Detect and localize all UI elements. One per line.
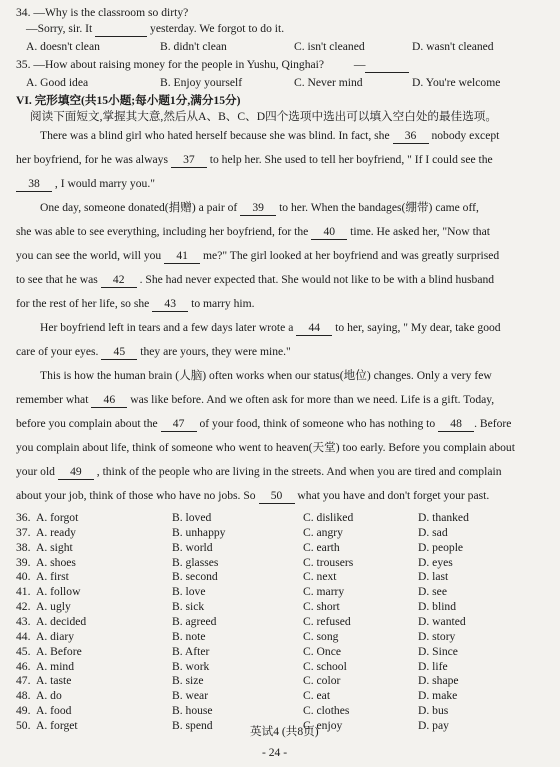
option-d: D. people <box>418 540 464 554</box>
option-c: C. next <box>303 570 337 584</box>
option-number: 45. <box>16 644 31 658</box>
q35-blank <box>365 58 409 73</box>
option-c: C. school <box>303 659 347 673</box>
passage-text: to marry him. <box>191 297 255 310</box>
option-a: A. sight <box>36 540 73 554</box>
q35-option-a: A. Good idea <box>26 76 89 89</box>
passage-text: what you have and don't forget your past. <box>297 489 490 502</box>
option-d: D. bus <box>418 704 449 718</box>
option-a: A. diary <box>36 629 74 643</box>
option-d: D. make <box>418 689 458 703</box>
passage-text: your old <box>16 465 55 478</box>
option-number: 49. <box>16 704 31 718</box>
q35-option-c: C. Never mind <box>294 76 363 89</box>
option-number: 43. <box>16 614 31 628</box>
passage-line <box>16 345 291 360</box>
option-b: B. After <box>172 644 210 658</box>
option-number: 39. <box>16 555 31 569</box>
option-c: C. short <box>303 600 340 614</box>
passage-text: they are yours, they were mine." <box>140 345 291 358</box>
option-d: D. eyes <box>418 555 453 569</box>
passage-line <box>16 225 490 240</box>
option-a: A. Before <box>36 644 82 658</box>
q34-reply <box>26 22 284 37</box>
blank-37: 37 <box>171 153 207 168</box>
footer-label: 英试4 (共8页) <box>250 725 319 738</box>
option-number: 36. <box>16 511 31 524</box>
option-c: C. marry <box>303 585 345 599</box>
passage-line <box>40 201 479 216</box>
option-d: D. shape <box>418 674 459 688</box>
passage-text: Her boyfriend left in tears and a few days later wrote a <box>40 321 294 334</box>
passage-text: before you complain about the <box>16 417 158 430</box>
q34-option-a: A. doesn't clean <box>26 40 100 53</box>
q34-option-c: C. isn't cleaned <box>294 40 365 53</box>
option-number: 40. <box>16 570 31 584</box>
blank-38: 38 <box>16 177 52 192</box>
option-number: 44. <box>16 629 31 643</box>
passage-text: about your job, think of those who have no jobs. So <box>16 489 256 502</box>
option-a: A. first <box>36 570 69 584</box>
option-number: 50. <box>16 718 31 732</box>
option-a: A. forget <box>36 718 78 732</box>
q35-stem-text: 35. —How about raising money for the people in Yushu, Qinghai? <box>16 58 325 71</box>
option-number: 47. <box>16 674 31 688</box>
passage-line <box>40 129 499 144</box>
option-b: B. second <box>172 570 218 584</box>
passage-line <box>16 177 155 192</box>
option-a: A. forgot <box>36 511 79 524</box>
option-a: A. food <box>36 704 72 718</box>
q34-reply-b: yesterday. We forgot to do it. <box>150 22 285 35</box>
option-c: C. refused <box>303 614 351 628</box>
option-c: C. disliked <box>303 511 354 524</box>
option-a: A. taste <box>36 674 72 688</box>
option-number: 48. <box>16 689 31 703</box>
option-d: D. wanted <box>418 614 466 628</box>
option-b: B. wear <box>172 689 209 703</box>
passage-text: me?" The girl looked at her boyfriend and was greatly surprised <box>203 249 500 262</box>
q34-option-d: D. wasn't cleaned <box>412 40 494 53</box>
blank-49: 49 <box>58 465 94 480</box>
option-c: C. trousers <box>303 555 354 569</box>
blank-50: 50 <box>259 489 295 504</box>
option-d: D. blind <box>418 600 457 614</box>
option-b: B. love <box>172 585 206 599</box>
passage-text: her boyfriend, for he was always <box>16 153 168 166</box>
option-b: B. agreed <box>172 614 217 628</box>
option-d: D. Since <box>418 644 458 658</box>
passage-text: One day, someone donated(捐赠) a pair of <box>40 201 238 214</box>
option-b: B. work <box>172 659 210 673</box>
option-d: D. sad <box>418 525 448 539</box>
blank-45: 45 <box>101 345 137 360</box>
passage-line <box>40 321 501 336</box>
option-number: 46. <box>16 659 31 673</box>
passage-line <box>16 417 511 432</box>
option-number: 37. <box>16 525 31 539</box>
option-b: B. spend <box>172 718 213 732</box>
option-d: D. thanked <box>418 511 469 524</box>
page-number: - 24 - <box>262 746 288 759</box>
passage-line <box>16 489 489 504</box>
option-b: B. glasses <box>172 555 219 569</box>
option-a: A. mind <box>36 659 75 673</box>
option-a: A. decided <box>36 614 87 628</box>
blank-43: 43 <box>152 297 188 312</box>
option-c: C. Once <box>303 644 341 658</box>
q35-option-b: B. Enjoy yourself <box>160 76 243 89</box>
q35-dash: — <box>353 58 366 71</box>
passage-text: to her, saying, " My dear, take good <box>335 321 501 334</box>
q35-stem <box>16 58 409 73</box>
option-c: C. clothes <box>303 704 350 718</box>
blank-36: 36 <box>393 129 429 144</box>
passage-text: . Before <box>474 417 512 430</box>
q34-reply-a: —Sorry, sir. It <box>26 22 93 35</box>
passage-line <box>16 249 499 264</box>
passage-line <box>16 465 502 480</box>
option-b: B. note <box>172 629 206 643</box>
option-d: D. life <box>418 659 448 673</box>
passage-text: you can see the world, will you <box>16 249 162 262</box>
passage-line <box>16 297 255 312</box>
option-d: D. pay <box>418 718 449 732</box>
section-title: VI. 完形填空(共15小题;每小题1分,满分15分) <box>16 94 241 107</box>
passage-line: This is how the human brain (人脑) often works when our status(地位) changes. Only a very few <box>40 369 492 382</box>
passage-text: time. He asked her, "Now that <box>350 225 490 238</box>
option-a: A. follow <box>36 585 81 599</box>
option-a: A. ready <box>36 525 76 539</box>
passage-text: nobody except <box>431 129 500 142</box>
option-b: B. unhappy <box>172 525 226 539</box>
passage-text: care of your eyes. <box>16 345 99 358</box>
option-a: A. shoes <box>36 555 76 569</box>
option-a: A. ugly <box>36 600 71 614</box>
option-d: D. last <box>418 570 449 584</box>
option-b: B. house <box>172 704 213 718</box>
option-b: B. size <box>172 674 204 688</box>
passage-text: to help her. She used to tell her boyfriend, " If I could see the <box>209 153 493 166</box>
option-number: 41. <box>16 585 31 599</box>
passage-text: was like before. And we often ask for more than we need. Life is a gift. Today, <box>130 393 495 406</box>
option-number: 38. <box>16 540 31 554</box>
blank-46: 46 <box>91 393 127 408</box>
passage-text: to see that he was <box>16 273 98 286</box>
passage-line: you complain about life, think of someone who went to heaven(天堂) too early. Before you complain about <box>16 441 515 454</box>
blank-41: 41 <box>164 249 200 264</box>
passage-text: remember what <box>16 393 89 406</box>
passage-text: , think of the people who are living in the streets. And when you are tired and complain <box>96 465 502 478</box>
blank-48: 48 <box>438 417 474 432</box>
option-number: 42. <box>16 600 31 614</box>
passage-text: to her. When the bandages(绷带) came off, <box>279 201 479 214</box>
passage-line <box>16 393 494 408</box>
q34-stem: 34. —Why is the classroom so dirty? <box>16 6 189 19</box>
blank-40: 40 <box>311 225 347 240</box>
option-c: C. enjoy <box>303 718 343 732</box>
blank-39: 39 <box>240 201 276 216</box>
blank-42: 42 <box>101 273 137 288</box>
option-c: C. earth <box>303 540 340 554</box>
passage-line <box>16 153 493 168</box>
passage-text: , I would marry you." <box>54 177 155 190</box>
option-b: B. loved <box>172 511 212 524</box>
section-instruction: 阅读下面短文,掌握其大意,然后从A、B、C、D四个选项中选出可以填入空白处的最佳选项。 <box>30 110 497 123</box>
passage-text: she was able to see everything, including her boyfriend, for the <box>16 225 309 238</box>
passage-text: There was a blind girl who hated herself because she was blind. In fact, she <box>40 129 390 142</box>
option-a: A. do <box>36 689 62 703</box>
option-d: D. see <box>418 585 447 599</box>
passage-line <box>16 273 494 288</box>
option-c: C. color <box>303 674 341 688</box>
passage-text: . She had never expected that. She would not like to be with a blind husband <box>139 273 495 286</box>
option-b: B. world <box>172 540 213 554</box>
option-c: C. song <box>303 629 339 643</box>
option-c: C. eat <box>303 689 331 703</box>
q34-option-b: B. didn't clean <box>160 40 227 53</box>
passage-text: for the rest of her life, so she <box>16 297 150 310</box>
q35-option-d: D. You're welcome <box>412 76 501 89</box>
option-d: D. story <box>418 629 456 643</box>
passage-text: of your food, think of someone who has nothing to <box>199 417 436 430</box>
option-c: C. angry <box>303 525 343 539</box>
option-b: B. sick <box>172 600 205 614</box>
q34-blank <box>95 22 147 37</box>
blank-44: 44 <box>296 321 332 336</box>
blank-47: 47 <box>161 417 197 432</box>
